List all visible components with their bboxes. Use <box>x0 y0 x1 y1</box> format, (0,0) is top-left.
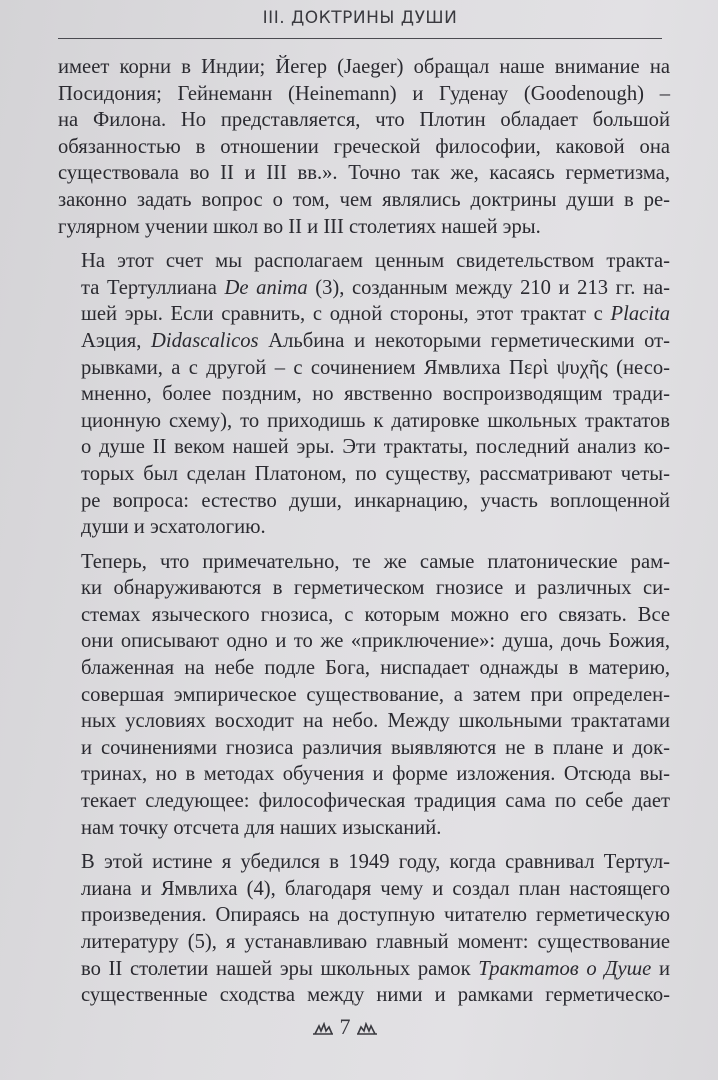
text-line: существенные сходства между ними и рамками герметическо- <box>81 984 670 1007</box>
page-folio <box>300 1014 390 1040</box>
text-line: лиана и Ямвлиха (4), благодаря чему и создал план настоящего <box>81 877 670 900</box>
text-line: Аэция, Didascalicos Альбина и некоторыми герметическими от- <box>81 329 670 352</box>
text-line: произведения. Опираясь на доступную читателю герметическую <box>81 904 670 927</box>
text-line: во II столетии нашей эры школьных рамок Трактатов о Душе и <box>81 957 671 980</box>
text-line: стемах языческого гнозиса, с которым можно его связать. Все <box>81 603 670 626</box>
text-line: о душе II веком нашей эры. Эти трактаты, последний анализ ко- <box>81 436 670 459</box>
text-line: и сочинениями гнозиса различия выявляются не в плане и док- <box>81 736 670 759</box>
text-line: та Тертуллиана De anima (3), созданным между 210 и 213 гг. на- <box>81 276 670 299</box>
italic-term: Didascalicos <box>151 329 259 352</box>
text-line: ционную схему), то приходишь к датировке школьных трактатов <box>81 409 670 432</box>
text-line: Теперь, что примечательно, те же самые платонические рам- <box>81 550 670 573</box>
text-line: Посидония; Гейнеманн (Heinemann) и Гуденау (Goodenough) – <box>58 82 670 105</box>
text-line: блаженная на небе подле Бога, ниспадает однажды в материю, <box>81 657 670 680</box>
text-line: ки обнаруживаются в герметическом гнозисе и различных си- <box>81 577 670 600</box>
text-line: души и эсхатологию. <box>81 516 266 539</box>
paragraph <box>58 248 670 541</box>
running-head: III. ДОКТРИНЫ ДУШИ <box>262 8 458 28</box>
header-rule <box>58 38 662 39</box>
text-line: ре вопроса: естество души, инкарнацию, участь воплощенной <box>81 489 670 512</box>
text-line: на Филона. Но представляется, что Плотин обладает большой <box>58 109 670 132</box>
page-number: 7 <box>339 1014 351 1039</box>
text-line: мненно, более поздним, но явственно воспроизводящим тради- <box>81 383 670 406</box>
right-ornament-icon <box>356 1022 378 1036</box>
text-line: имеет корни в Индии; Йегер (Jaeger) обращал наше внимание на <box>58 56 670 78</box>
text-line: ных условиях восходит на небо. Между школьными трактатами <box>81 710 670 733</box>
left-ornament-icon <box>312 1022 334 1036</box>
text-line: рывками, а с другой – с сочинением Ямвлиха Περὶ ψυχῆς (несо- <box>81 356 670 379</box>
text-line: шей эры. Если сравнить, с одной стороны, этот трактат с Placita <box>81 303 670 326</box>
text-line: обязанностью в отношении греческой философии, каковой она <box>58 135 670 158</box>
text-line: законно задать вопрос о том, чем являлись доктрины души в ре- <box>58 188 670 211</box>
text-line: нам точку отсчета для наших изысканий. <box>81 816 442 839</box>
paragraph <box>58 849 670 1009</box>
text-line: торых был сделан Платоном, по существу, рассматривают четы- <box>81 462 670 485</box>
italic-term: De anima <box>224 276 308 299</box>
text-line: совершая эмпирическое существование, а затем при определен- <box>81 683 670 706</box>
text-line: текает следующее: философическая традиция сама по себе дает <box>81 790 670 813</box>
text-line: они описывают одно и то же «приключение»: душа, дочь Божия, <box>81 630 670 653</box>
text-line: тринах, но в методах обучения и форме изложения. Отсюда вы- <box>81 763 670 786</box>
text-line: На этот счет мы располагаем ценным свидетельством тракта- <box>81 250 670 273</box>
text-line: В этой истине я убедился в 1949 году, когда сравнивал Тертул- <box>81 851 670 874</box>
paragraph <box>58 54 670 240</box>
body-text <box>58 54 670 1009</box>
italic-term: Placita <box>610 303 670 326</box>
text-line: существовала во II и III вв.». Точно так же, касаясь герметизма, <box>58 162 670 185</box>
italic-term: Трактатов о Душе <box>478 957 652 980</box>
text-line: литературу (5), я устанавливаю главный момент: существование <box>81 931 670 953</box>
paragraph <box>58 549 670 842</box>
text-line: гулярном учении школ во II и III столетиях нашей эры. <box>58 215 541 238</box>
